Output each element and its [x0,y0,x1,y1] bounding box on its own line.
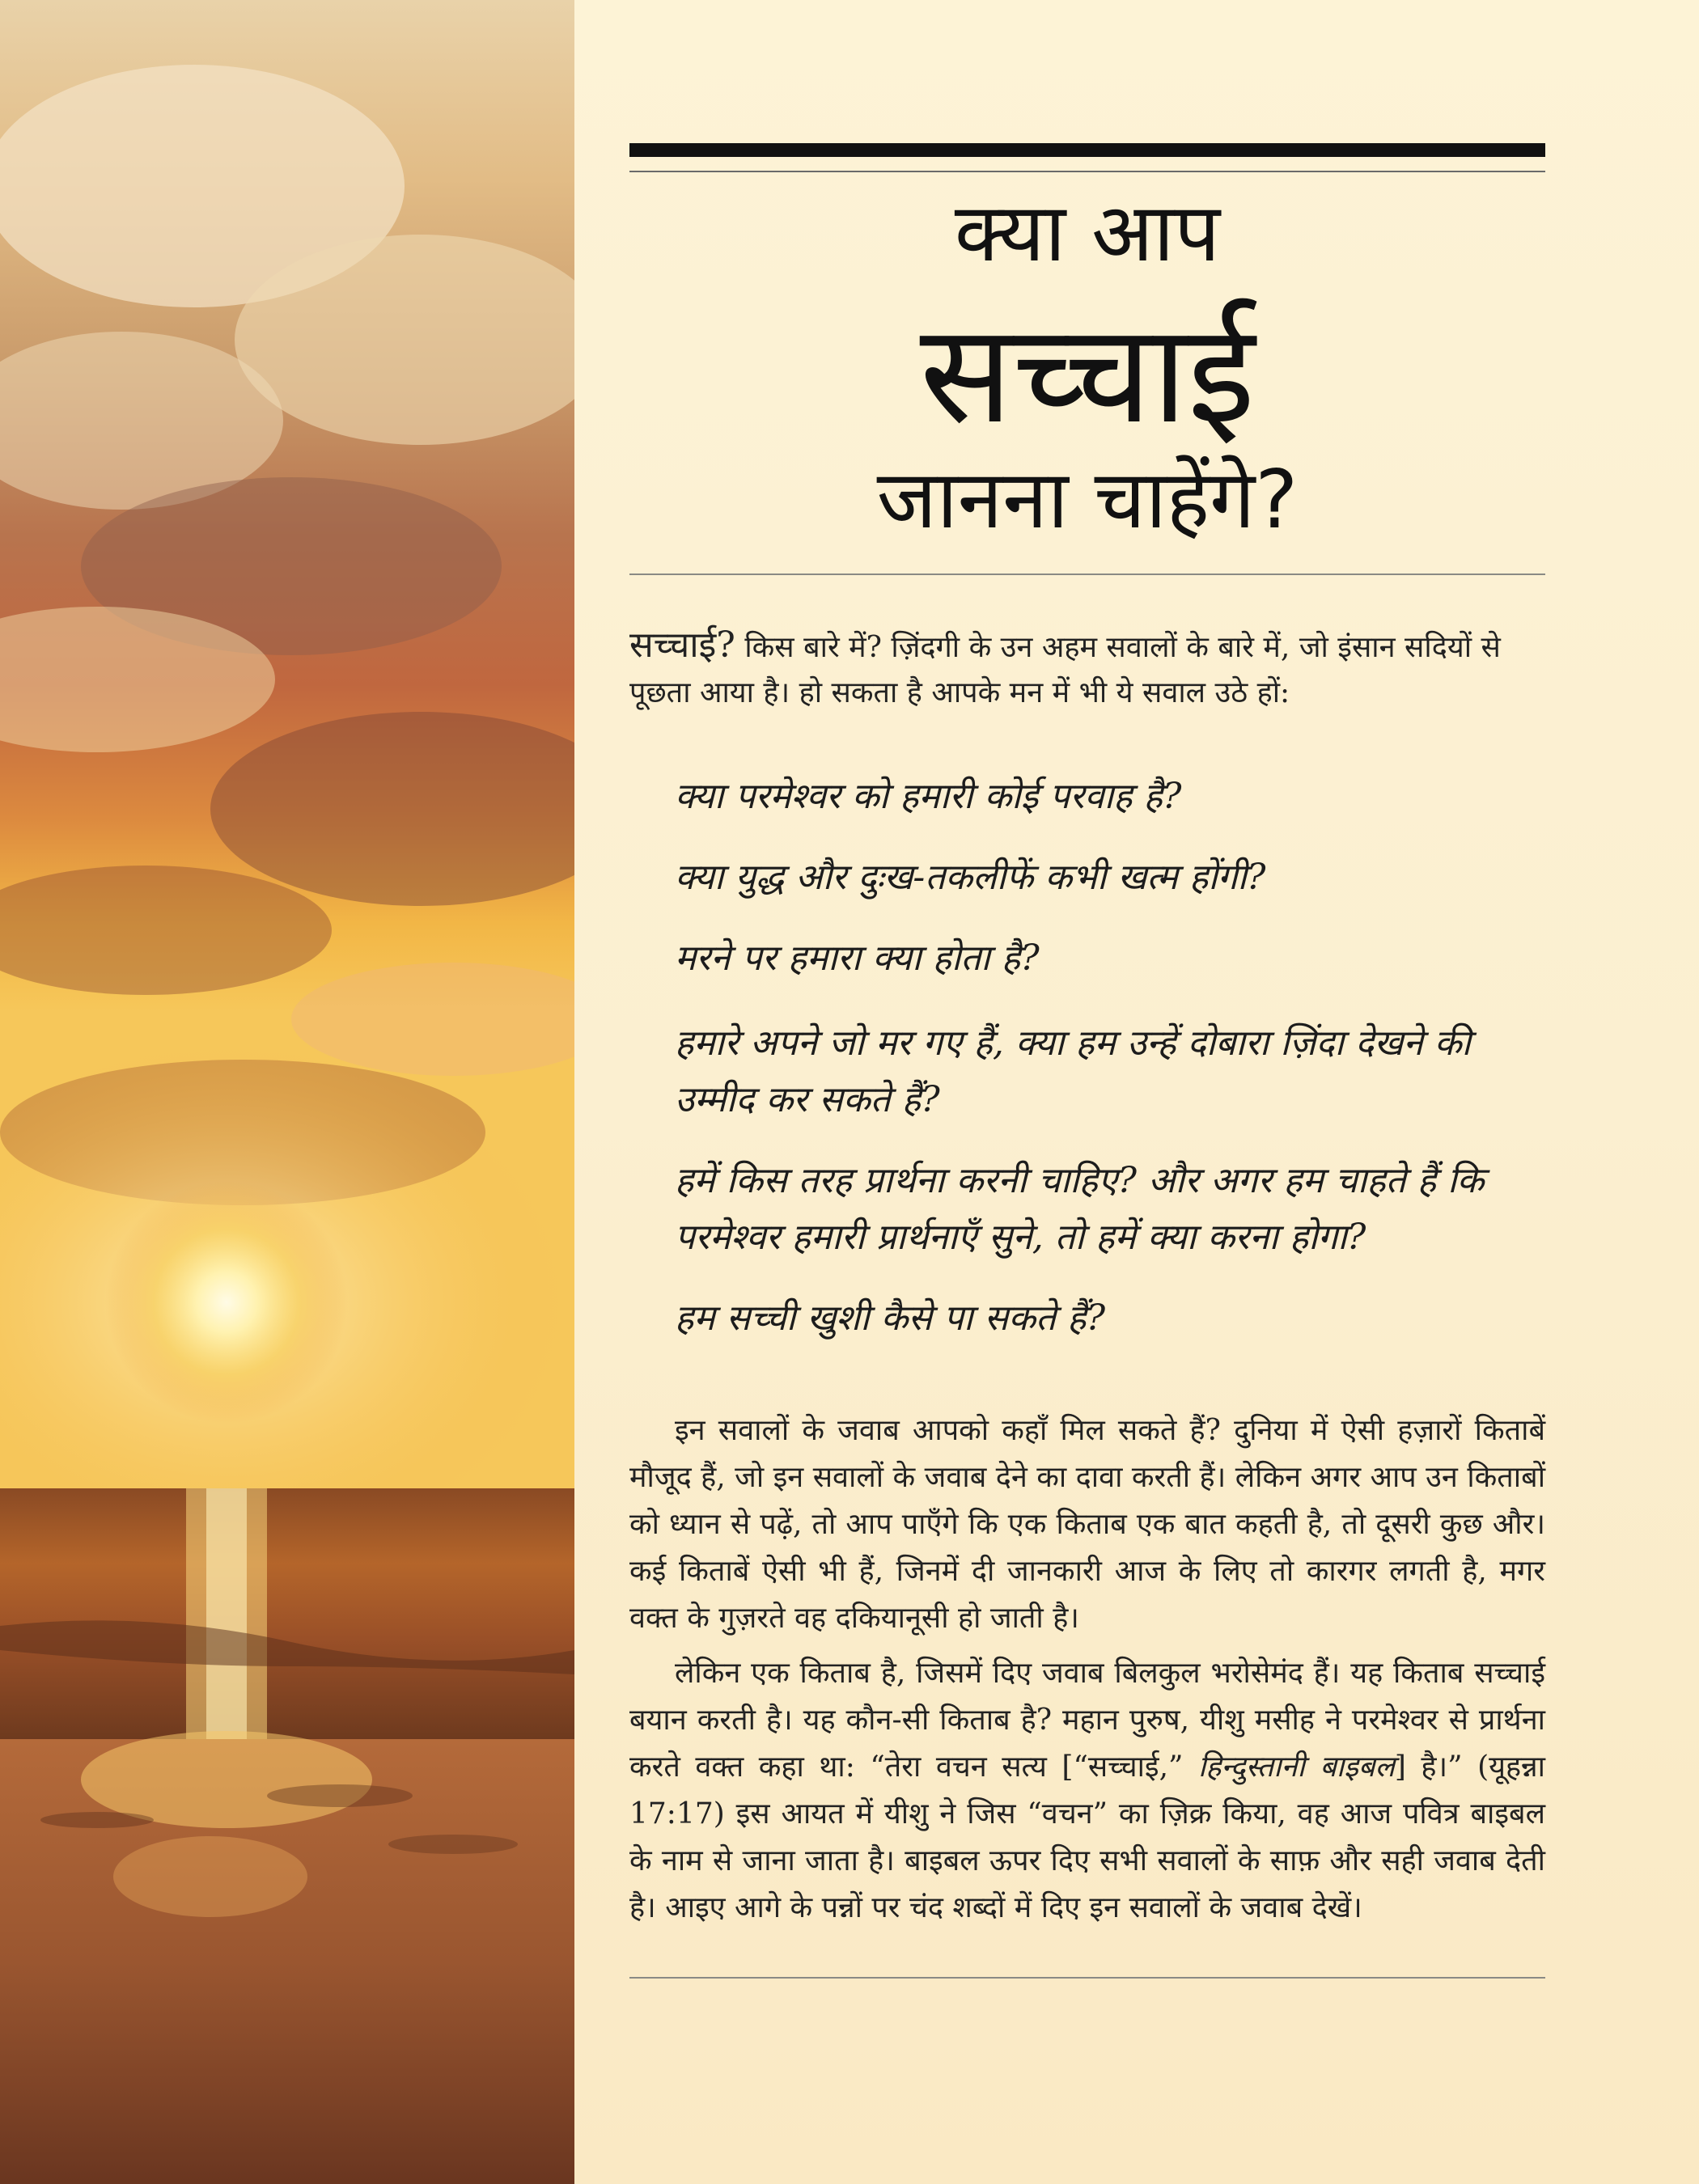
body-paragraph-2 [629,1650,1545,1932]
top-thin-rule [629,171,1545,172]
top-thick-rule [629,143,1545,157]
intro-paragraph [629,623,1545,716]
bottom-rule [629,1977,1545,1979]
title-line-1: क्या आप [954,185,1221,280]
title-divider [629,574,1545,575]
body-paragraph-1: इन सवालों के जवाब आपको कहाँ मिल सकते हैं? दुनिया में ऐसी हज़ारों किताबें मौजूद हैं, जो इन सवालों के जवाब देने का दावा करती हैं। लेकिन अगर आप उन किताबों को ध्यान से पढ़ें, तो आप पाएँगे कि एक किताब एक बात कहती है, तो दूसरी कुछ और। कई किताबें ऐसी भी हैं, जिनमें दी जानकारी आज के लिए तो कारगर लगती है, मगर वक्त के गुज़रते वह दकियानूसी हो जाती है। [629,1414,1546,1635]
bible-version-name: हिन्दुस्तानी बाइबल [1197,1750,1395,1784]
question-4: हमारे अपने जो मर गए हैं, क्या हम उन्हें दोबारा ज़िंदा देखने की उम्मीद कर सकते हैं? [675,1022,1471,1120]
body-paragraph-2-part-b: ] है।” (यूहन्ना 17:17) इस आयत में यीशु ने जिस “वचन” का ज़िक्र किया, वह आज पवित्र बाइबल के नाम से जाना जाता है। बाइबल ऊपर दिए सभी सवालों के साफ़ और सही जवाब देती है। आइए आगे के पन्नों पर चंद शब्दों में दिए इन सवालों के जवाब देखें। [629,1750,1545,1924]
intro-lead: सच्चाई? [629,624,735,666]
body-paragraph-2-part-a: लेकिन एक किताब है, जिसमें दिए जवाब बिलकुल भरोसेमंद हैं। यह किताब सच्चाई बयान करती है। यह कौन-सी किताब है? महान पुरुष, यीशु मसीह ने परमेश्वर से प्रार्थना करते वक्त कहा था: “तेरा वचन सत्य [“सच्चाई,” [629,1657,1545,1784]
title-line-2: सच्चाई [919,294,1256,455]
title-line-3: जानना चाहेंगे? [876,452,1299,547]
sunset-beach-photo [0,0,574,2184]
question-6: हम सच्ची खुशी कैसे पा सकते हैं? [675,1297,1106,1339]
intro-text: किस बारे में? ज़िंदगी के उन अहम सवालों के बारे में, जो इंसान सदियों से पूछता आया है। हो सकता है आपके मन में भी ये सवाल उठे हों: [629,631,1501,709]
question-2: क्या युद्ध और दुःख-तकलीफें कभी खत्म होंगी? [675,857,1266,898]
article-panel [574,0,1699,2184]
question-1: क्या परमेश्वर को हमारी कोई परवाह है? [675,776,1182,817]
question-5: हमें किस तरह प्रार्थना करनी चाहिए? और अगर हम चाहते हैं कि परमेश्वर हमारी प्रार्थनाएँ सुने, तो हमें क्या करना होगा? [675,1160,1485,1258]
question-3: मरने पर हमारा क्या होता है? [675,938,1040,979]
